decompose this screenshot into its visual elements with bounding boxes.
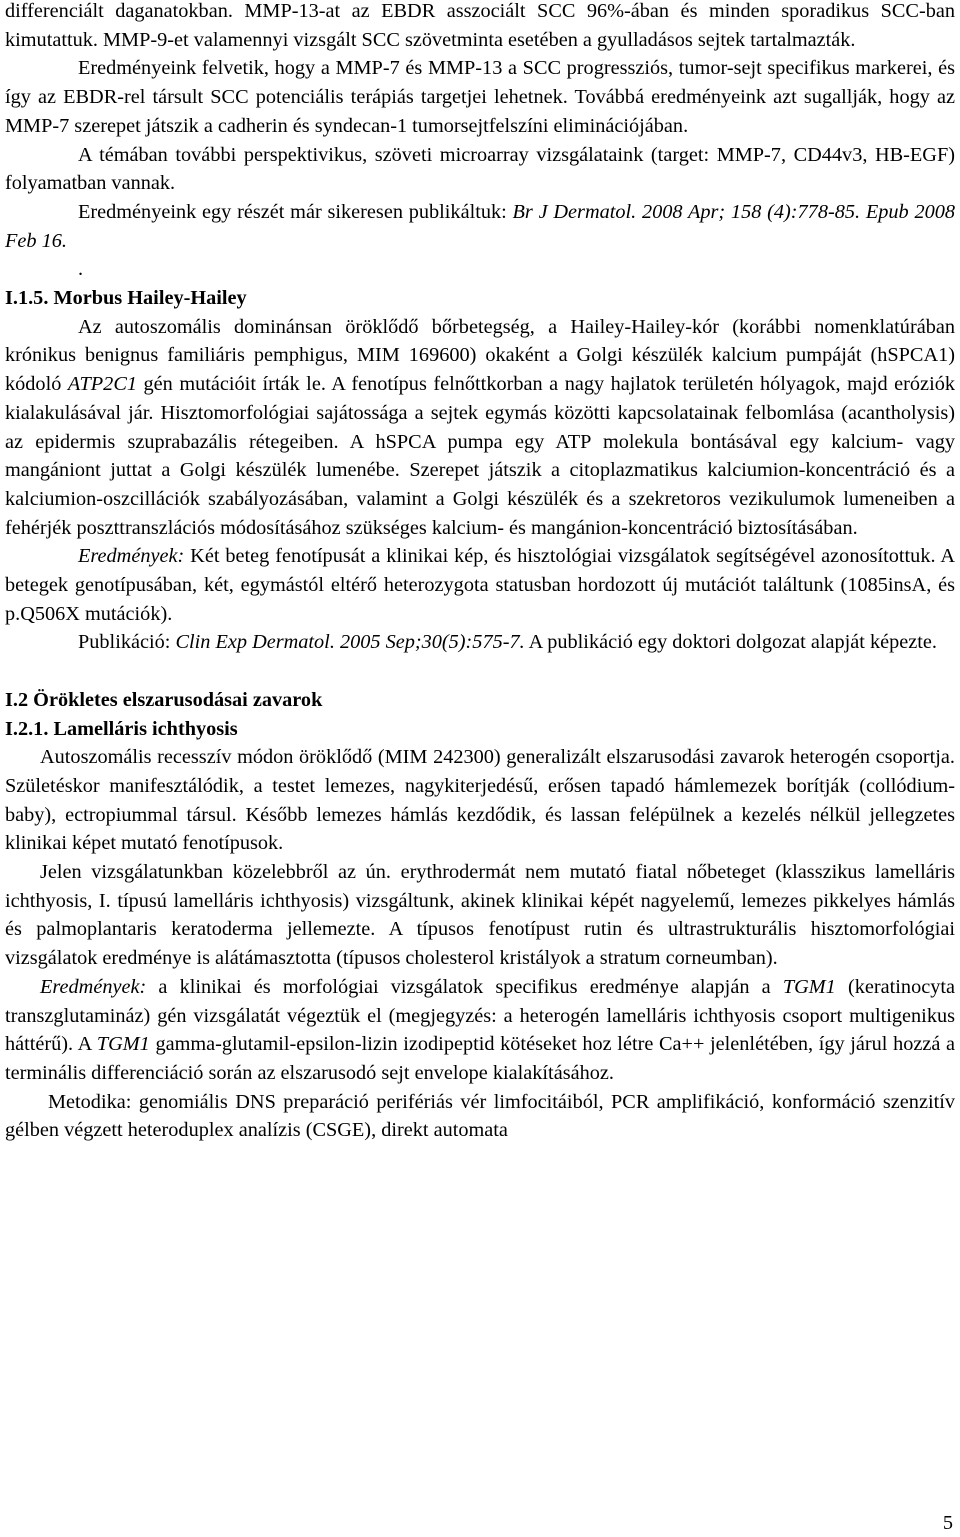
dot-line: . [78, 258, 84, 281]
section-heading-hailey: I.1.5. Morbus Hailey-Hailey [5, 287, 247, 310]
hailey-body-text-2: gén mutációit írták le. A fenotípus felnőttkorban a nagy hajlatok területén hólyagok, majd eróziók kialakulásával jár. Hisztomorfológiai sajátossága a sejtek egymás közötti kapcsolatainak felbomlása (acantholysis) az epidermis szuprabazális rétegeiben. A hSPCA pumpa egy ATP molekula bontásával egy kalcium- vagy mangániont juttat a Golgi készülék lumenébe. Szerepet játszik a citoplazmatikus kalciumion-koncentráció és a kalciumion-oszcillációk szabályozásában, valamint a Golgi készülék és a szekretoros vezikulumok lumeneiben a fehérjék poszttranszlációs módosításához szükséges kalcium- és mangánion-koncentráció biztosításában. [5, 373, 955, 539]
gene-name: TGM1 [782, 975, 836, 998]
ichthyosis-results-text-1: a klinikai és morfológiai vizsgálatok specifikus eredménye alapján a [146, 975, 783, 998]
hailey-body-paragraph [5, 313, 955, 543]
section-heading-ichthyosis: I.2.1. Lamelláris ichthyosis [5, 717, 238, 740]
publication-reference: Br J Dermatol. 2008 Apr; 158 (4):778-85. Epub 2008 Feb 16. [5, 200, 956, 252]
intro-paragraph: differenciált daganatokban. MMP-13-at az EBDR asszociált SCC 96%-ában és minden sporadikus SCC-ban kimutattuk. MMP-9-et valamennyi vizsgált SCC szövetminta esetében a gyulladásos sejtek tartalmazták. [5, 0, 955, 51]
document-page [5, 0, 955, 1145]
perspective-paragraph: A témában további perspektivikus, szöveti microarray vizsgálataink (target: MMP-7, CD44v3, HB-EGF) folyamatban vannak. [5, 143, 955, 195]
hailey-results-paragraph [5, 542, 955, 628]
publication-paragraph [5, 198, 955, 255]
ichthyosis-results-paragraph [5, 973, 955, 1088]
hailey-body-text-1: Az autoszomális dominánsan öröklődő bőrbetegség, a Hailey-Hailey-kór (korábbi nomenklatúrában krónikus benignus familiáris pemphigus, MIM 169600) okaként a Golgi készülék kalcium pumpáját (hSPCA1) kódoló [5, 315, 955, 396]
gene-name: ATP2C1 [67, 373, 137, 396]
hailey-publication-paragraph [5, 628, 955, 657]
section-heading-cornification: I.2 Örökletes elszarusodásai zavarok [5, 688, 323, 711]
conclusion-paragraph: Eredményeink felvetik, hogy a MMP-7 és MMP-13 a SCC progressziós, tumor-sejt specifikus markerei, és így az EBDR-rel társult SCC potenciális terápiás targetjei lehetnek. Továbbá eredményeink azt sugallják, hogy az MMP-7 szerepet játszik a cadherin és syndecan-1 tumorsejtfelszíni eliminációjában. [5, 57, 955, 137]
gene-name: TGM1 [96, 1033, 150, 1056]
ichthyosis-study-paragraph: Jelen vizsgálatunkban közelebbről az ún. erythrodermát nem mutató fiatal nőbeteget (klasszikus lamelláris ichthyosis, I. típusú lamelláris ichthyosis) vizsgáltunk, akinek klinikai képét nagyelemű, lemezes pikkelyes hámlás és palmoplantaris keratoderma jellemezte. A típusos fenotípust rutin és ultrastrukturális hisztomorfológiai vizsgálatok eredménye is alátámasztotta (típusos cholesterol kristályok a stratum corneumban). [5, 861, 955, 970]
results-label: Eredmények: [40, 975, 147, 998]
publication-prefix: Publikáció: [78, 631, 176, 654]
section-spacer [5, 657, 955, 686]
ichthyosis-results-text-2: (keratinocyta transzglutamináz) gén vizsgálatát végeztük el (megjegyzés: a heterogén lamelláris ichthyosis csoport multigenikus háttérű). A [5, 975, 955, 1056]
ichthyosis-method-paragraph: Metodika: genomiális DNS preparáció perifériás vér limfocitáiból, PCR amplifikáció, konformáció szenzitív gélben végzett heteroduplex analízis (CSGE), direkt automata [5, 1090, 955, 1142]
publication-prefix: Eredményeink egy részét már sikeresen publikáltuk: [78, 200, 513, 223]
ichthyosis-intro-paragraph: Autoszomális recesszív módon öröklődő (MIM 242300) generalizált elszarusodási zavarok heterogén csoportja. Születéskor manifesztálódik, a testet lemezes, nagykiterjedésű, erősen tapadó hámlemezek borítják (collódium-baby), ectropiummal társul. Később lemezes hámlás kezdődik, és lassan felépülnek a kezelés nélkül jellegzetes klinikai képet mutató fenotípusok. [5, 746, 955, 855]
ichthyosis-results-text-3: gamma-glutamil-epsilon-lizin izodipeptid kötéseket hoz létre Ca++ jelenlétében, így járul hozzá a terminális differenciáció során az elszarusodó sejt envelope kialakításához. [5, 1033, 955, 1084]
publication-reference: Clin Exp Dermatol. 2005 Sep;30(5):575-7. [175, 631, 525, 654]
results-label: Eredmények: [78, 545, 185, 568]
hailey-results-text: Két beteg fenotípusát a klinikai kép, és hisztológiai vizsgálatok segítségével azonosítottuk. A betegek genotípusában, két, egymástól eltérő heterozygota statusban hordozott új mutációt találtunk (1085insA, és p.Q506X mutációk). [5, 545, 955, 625]
page-number: 5 [942, 1512, 953, 1534]
publication-suffix: A publikáció egy doktori dolgozat alapját képezte. [524, 631, 937, 654]
